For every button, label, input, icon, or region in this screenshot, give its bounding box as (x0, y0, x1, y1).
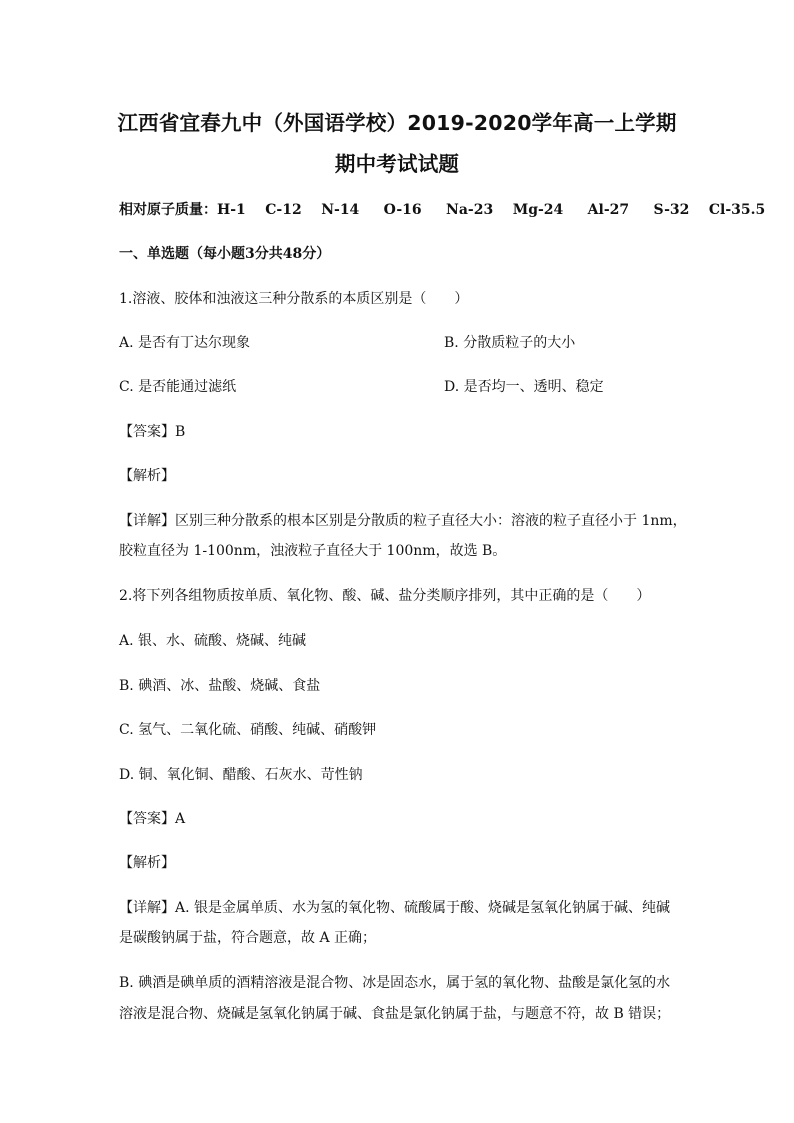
q2-answer: 【答案】A (119, 811, 186, 827)
q2-stem: 2.将下列各组物质按单质、氧化物、酸、碱、盐分类顺序排列，其中正确的是（ ） (119, 588, 651, 604)
q1-analysis-label: 【解析】 (119, 468, 175, 484)
q1-detail-line1: 【详解】区别三种分散系的根本区别是分散质的粒子直径大小：溶液的粒子直径小于 1nm， (119, 513, 687, 529)
atomic-mass-line (119, 200, 765, 220)
q1-option-c: C. 是否能通过滤纸 (119, 379, 237, 395)
section-heading: 一、单选题（每小题3分共48分） (119, 246, 331, 262)
q2-option-d: D. 铜、氧化铜、醋酸、石灰水、苛性钠 (119, 767, 363, 783)
q1-stem: 1.溶液、胶体和浊液这三种分散系的本质区别是（ ） (119, 291, 469, 307)
q2-analysis-label: 【解析】 (119, 855, 175, 871)
atomic-mass-values: H-1 C-12 N-14 O-16 Na-23 Mg-24 Al-27 S-32 Cl-35.5 (217, 202, 766, 218)
q1-option-a: A. 是否有丁达尔现象 (119, 335, 251, 351)
q2-detail-line3: B. 碘酒是碘单质的酒精溶液是混合物、冰是固态水，属于氢的氧化物、盐酸是氯化氢的水 (119, 975, 671, 991)
q1-detail-line2: 胶粒直径为 1-100nm，浊液粒子直径大于 100nm，故选 B。 (119, 543, 507, 559)
q2-option-a: A. 银、水、硫酸、烧碱、纯碱 (119, 633, 307, 649)
q2-option-b: B. 碘酒、冰、盐酸、烧碱、食盐 (119, 678, 321, 694)
document-title-line2: 期中考试试题 (334, 152, 460, 176)
q2-option-c: C. 氢气、二氧化硫、硝酸、纯碱、硝酸钾 (119, 722, 377, 738)
q1-option-b: B. 分散质粒子的大小 (444, 335, 576, 351)
q2-detail-line2: 是碳酸钠属于盐，符合题意，故 A 正确； (119, 930, 377, 946)
q2-detail-line1: 【详解】A. 银是金属单质、水为氢的氧化物、硫酸属于酸、烧碱是氢氧化钠属于碱、纯碱 (119, 900, 671, 916)
q2-detail-line4: 溶液是混合物、烧碱是氢氧化钠属于碱、食盐是氯化钠属于盐，与题意不符，故 B 错误； (119, 1006, 671, 1022)
q1-option-d: D. 是否均一、透明、稳定 (444, 379, 604, 395)
atomic-mass-label: 相对原子质量： (119, 202, 217, 218)
q1-answer: 【答案】B (119, 424, 186, 440)
document-title-line1: 江西省宜春九中（外国语学校）2019-2020学年高一上学期 (117, 111, 677, 135)
